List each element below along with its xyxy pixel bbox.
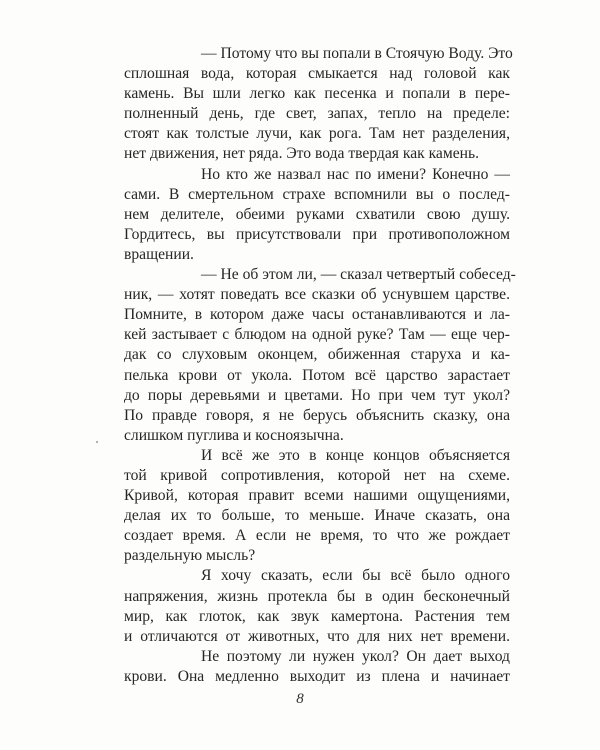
text-line: пелька крови от укола. Потом всё царство зарастает bbox=[124, 366, 510, 384]
text-line: сами. В смертельном страхе вспомнили вы о послед- bbox=[124, 185, 510, 203]
text-line: Кривой, которая правит всеми нашими ощущениями, bbox=[124, 487, 510, 505]
text-line: И всё же это в конце концов объясняется bbox=[201, 446, 510, 464]
text-line: слишком пуглива и косноязычна. bbox=[124, 426, 344, 444]
text-line: сплошная вода, которая смыкается над головой как bbox=[124, 65, 510, 83]
page-number: 8 bbox=[296, 691, 304, 707]
text-line: По правде говоря, я не берусь объяснить сказку, она bbox=[124, 406, 510, 424]
text-line: кей застывает с блюдом на одной руке? Там — еще чер- bbox=[124, 326, 510, 344]
text-line: раздельную мысль? bbox=[124, 547, 256, 565]
text-line: камень. Вы шли легко как песенка и попали в пере- bbox=[124, 85, 510, 103]
text-line: нем делителе, обеими руками схватили свою душу. bbox=[124, 205, 510, 223]
text-line: вращении. bbox=[124, 245, 194, 263]
text-line: крови. Она медленно выходит из плена и начинает bbox=[124, 667, 510, 685]
text-line: стоят как толстые лучи, как рога. Там нет разделения, bbox=[124, 125, 510, 143]
text-line: ник, — хотят поведать все сказки об уснувшем царстве. bbox=[124, 286, 510, 304]
text-line: — Потому что вы попали в Стоячую Воду. Это bbox=[201, 45, 513, 62]
margin-dot bbox=[96, 441, 98, 443]
text-line: делая их то больше, то меньше. Иначе сказать, она bbox=[124, 507, 510, 525]
text-line: дак со слуховым оконцем, обиженная старуха и ка- bbox=[124, 346, 510, 364]
text-line: той кривой сопротивления, которой нет на схеме. bbox=[124, 466, 510, 484]
text-line: и отличаются от животных, что для них нет времени. bbox=[124, 627, 510, 645]
text-line: — Не об этом ли, — сказал четвертый собесед- bbox=[201, 266, 516, 284]
text-line: Помните, в котором даже часы останавливаются и ла- bbox=[124, 306, 510, 324]
text-line: создает время. А если не время, то что же рождает bbox=[124, 527, 510, 545]
text-line: полненный день, где свет, запах, тепло на пределе: bbox=[124, 105, 510, 123]
text-line: Гордитесь, вы присутствовали при противоположном bbox=[124, 225, 510, 243]
text-line: Но кто же назвал нас по имени? Конечно — bbox=[201, 165, 510, 183]
text-line: Не поэтому ли нужен укол? Он дает выход bbox=[201, 647, 510, 665]
text-line: мир, как глоток, как звук камертона. Растения тем bbox=[124, 607, 510, 625]
text-line: нет движения, нет ряда. Это вода твердая как камень. bbox=[124, 145, 479, 163]
text-line: напряжения, жизнь протекла бы в один бесконечный bbox=[124, 587, 510, 605]
page-body-text bbox=[124, 44, 516, 687]
text-line: Я хочу сказать, если бы всё было одного bbox=[201, 567, 510, 585]
text-line: до поры деревьями и цветами. Но при чем тут укол? bbox=[124, 386, 510, 404]
